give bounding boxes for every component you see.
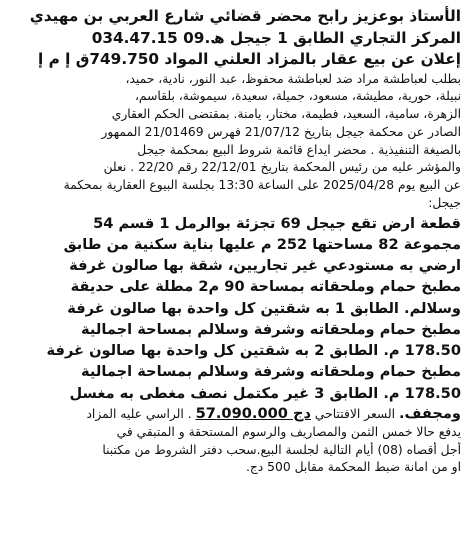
notice-closing: [5, 424, 461, 477]
body-line: الصادر عن محكمة جيجل بتاريخ 21/07/12 فهرس 21/01469 الممهور: [101, 124, 461, 139]
price-suffix: . الراسي عليه المزاد: [86, 406, 192, 421]
notice-heading: [5, 6, 461, 71]
body-line: نبيلة، حورية، مطيشة، مسعود، جميلة، سعيدة، سيموشة، بلقاسم،: [134, 89, 461, 104]
closing-line: أجل أقصاه (08) أيام التالية لجلسة البيع.سحب دفتر الشروط من مكتبنا: [102, 442, 461, 457]
closing-line: او من امانة ضبط المحكمة مقابل 500 دج.: [245, 460, 461, 475]
body-line: بالصيغة التنفيذية . محضر ايداع قائمة شروط البيع بمحكمة جيجل: [137, 142, 461, 157]
property-line: مطبخ حمام وملحقاته وشرفة وسلالم بمساحة اجمالية: [81, 320, 461, 338]
body-line: بطلب لعباطشة مراد ضد لعباطشة محفوظ، عبد النور، نادية، حميد،: [125, 71, 461, 86]
legal-notice: [5, 6, 461, 532]
price-line: [5, 404, 461, 424]
property-line: مطبخ حمام وملحقاته وشرفة وسلالم بمساحة اجمالية: [81, 363, 461, 381]
property-description: [5, 213, 461, 404]
body-line: جيجل:: [428, 196, 461, 211]
notice-body: [5, 71, 461, 213]
body-line: الزهرة، سامية، السعيد، فطيمة، مختار، يامنة. بمقتضى الحكم العقاري: [111, 107, 461, 122]
property-line: مطبخ حمام وملحقاته بمساحة 90 م2 مطلة على حديقة: [70, 278, 461, 296]
property-line: وسلالم. الطابق 1 به شقتين كل واحدة بها صالون غرفة: [67, 299, 461, 317]
closing-line: يدفع حالا خمس الثمن والمصاريف والرسوم المستحقة و المتبقي في: [116, 424, 461, 439]
property-line: 178.50 م. الطابق 3 غير مكتمل نصف مغطى به مغسل: [69, 384, 461, 402]
property-line: قطعة ارض تقع جيجل 69 تجزئة بوالرمل 1 قسم 54: [93, 214, 461, 232]
property-line: مجموعة 82 مساحتها 252 م عليها بناية سكنية من طابق: [63, 236, 461, 254]
body-line: عن البيع يوم 2025/04/28 على الساعة 13:30 بجلسة البيوع العقارية بمحكمة: [63, 178, 461, 193]
heading-line-title: إعلان عن بيع عقار بالمزاد العلني المواد 749.750ق إ م إ: [38, 50, 461, 68]
opening-price: 57.090.000 دج: [195, 404, 311, 422]
price-prefix: السعر الافتتاحي: [314, 406, 396, 421]
heading-line-bailiff: الأستاذ بوعزيز رابح محضر قضائي شارع العربي بن مهيدي: [29, 7, 461, 25]
heading-line-address: المركز التجاري الطابق 1 جيجل ھ.09 034.47.15: [91, 28, 461, 47]
closing-bold-lead: ومجفف.: [398, 404, 461, 422]
body-line: والمؤشر عليه من رئيس المحكمة بتاريخ 22/12/01 رقم 22/20 . نعلن: [103, 160, 461, 175]
property-line: 178.50 م. الطابق 2 به شقتين كل واحدة بها صالون غرفة: [46, 342, 461, 360]
property-line: ارضي به مستودعي غير تجاريين، شقة بها صالون غرفة: [69, 257, 461, 275]
